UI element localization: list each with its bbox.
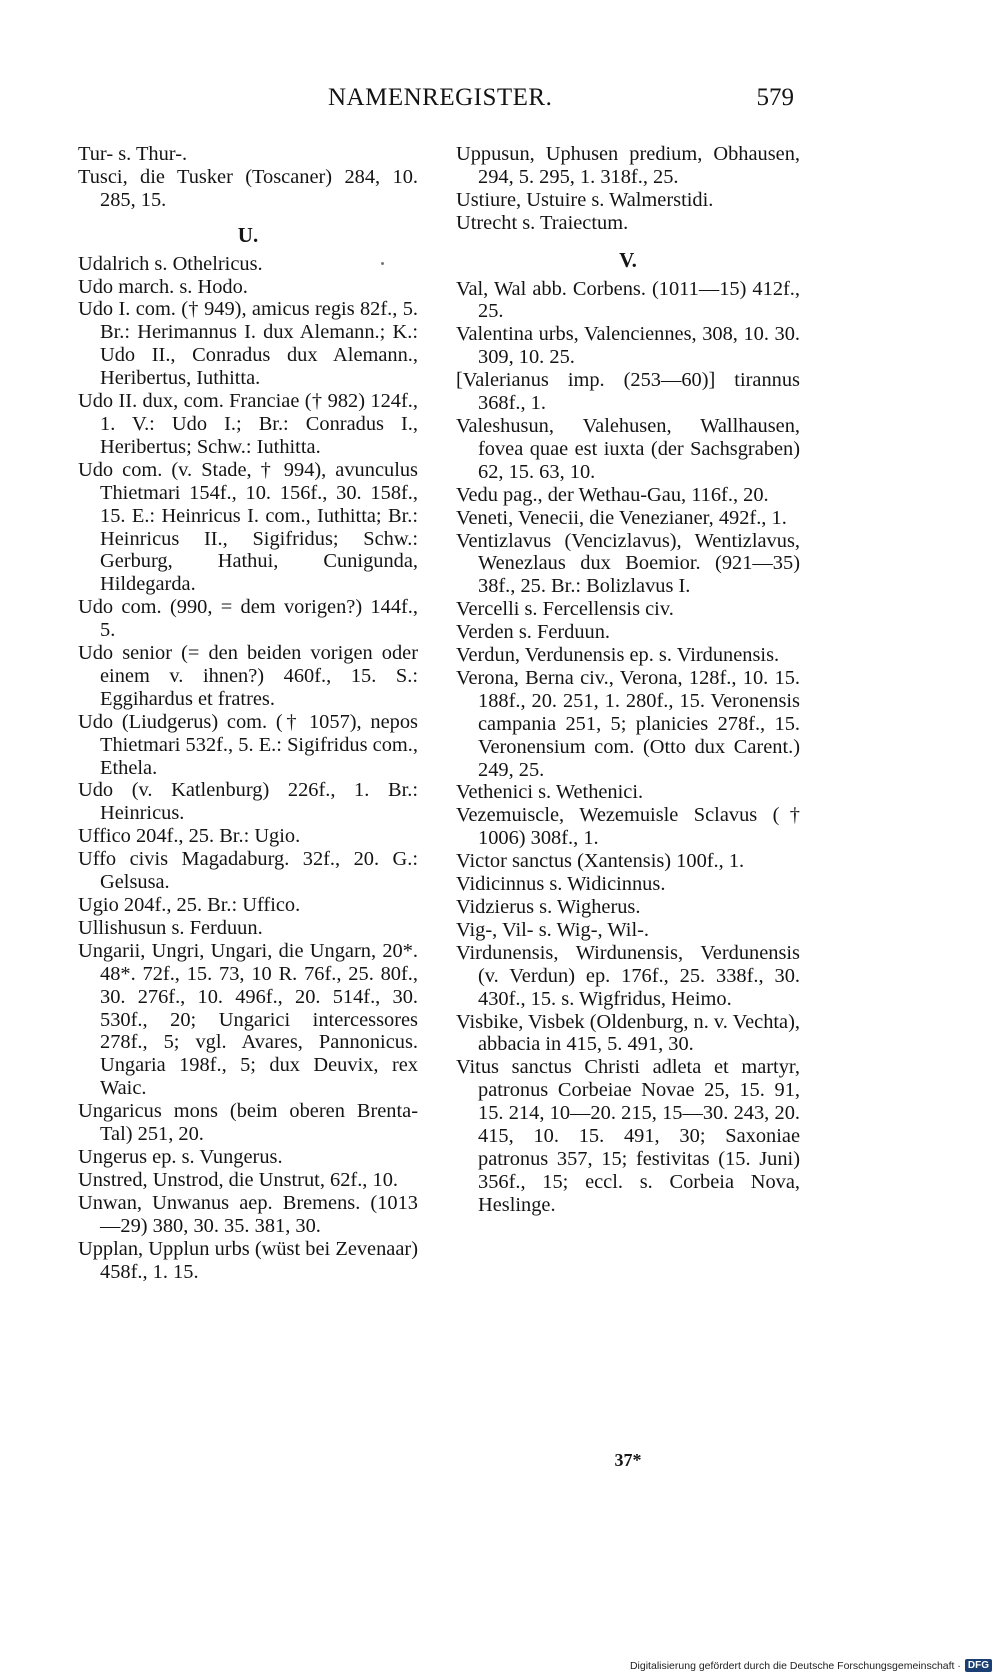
digitization-footer	[630, 1659, 992, 1672]
signature-mark: 37*	[614, 1450, 642, 1470]
page-header	[76, 84, 794, 118]
index-entry: Verona, Berna civ., Verona, 128f., 10. 15. 188f., 20. 251, 1. 280f., 15. Veronensis campania 251, 5; planicies 278f., 15. Veronensium com. (Otto dux Carent.) 249, 25.	[456, 666, 800, 781]
index-entry: Vidzierus s. Wigherus.	[456, 896, 641, 918]
index-entry: Upplan, Upplun urbs (wüst bei Zevenaar) 458f., 1. 15.	[78, 1237, 418, 1283]
running-title: NAMENREGISTER.	[328, 84, 553, 111]
index-entry: Veneti, Venecii, die Venezianer, 492f., 1.	[456, 506, 787, 529]
index-entry: Vercelli s. Fercellensis civ.	[456, 598, 674, 621]
index-entry: Ungerus ep. s. Vungerus.	[78, 1145, 283, 1168]
index-entry: Val, Wal abb. Corbens. (1011—15) 412f., 25.	[456, 277, 800, 323]
index-entry: [Valerianus imp. (253—60)] tirannus 368f., 1.	[456, 369, 800, 415]
section-heading: U.	[237, 222, 259, 247]
index-entry: Udalrich s. Othelricus.	[78, 252, 263, 275]
index-entry: Utrecht s. Traiectum.	[456, 211, 629, 234]
index-entry: Uffo civis Magadaburg. 32f., 20. G.: Gelsusa.	[78, 848, 418, 894]
left-column	[78, 143, 418, 1283]
index-entry: Virdunensis, Wirdunensis, Verdunensis (v. Verdun) ep. 176f., 25. 338f., 30. 430f., 15. s. Wigfridus, Heimo.	[456, 941, 800, 1010]
index-entry: Ustiure, Ustuire s. Walmerstidi.	[456, 188, 714, 211]
index-entry: Verdun, Verdunensis ep. s. Virdunensis.	[456, 644, 780, 667]
right-column	[456, 143, 800, 1217]
index-entry: Vidicinnus s. Widicinnus.	[456, 873, 666, 896]
index-entry: Vethenici s. Wethenici.	[456, 781, 644, 804]
index-entry: Ungarii, Ungri, Ungari, die Ungarn, 20*. 48*. 72f., 15. 73, 10 R. 76f., 25. 80f., 30. 276f., 10. 496f., 20. 514f., 30. 530f., 20; Ungarici intercessores 278f., 5; vgl. Avares, Pannonicus. Ungaria 198f., 5; dux Deuvix, rex Waic.	[78, 939, 418, 1100]
index-entry: Valeshusun, Valehusen, Wallhausen, fovea quae est iuxta (der Sachsgraben) 62, 15. 63, 10.	[456, 414, 800, 483]
index-entry: Verden s. Ferduun.	[456, 621, 611, 644]
index-entry: Udo (Liudgerus) com. († 1057), nepos Thietmari 532f., 5. E.: Sigifridus com., Ethela.	[78, 710, 418, 779]
page-number: 579	[756, 84, 794, 111]
index-entry: Udo com. (v. Stade, † 994), avunculus Thietmari 154f., 10. 156f., 30. 158f., 15. E.: Heinricus I. com., Iuthitta; Br.: Heinricus II., Sigifridus; Schw.: Gerburg, Hathui, Cunigunda, Hildegarda.	[78, 458, 418, 596]
index-entry: Ventizlavus (Vencizlavus), Wentizlavus, Wenezlaus dux Boemior. (921—35) 38f., 25. Br.: Bolizlavus I.	[456, 529, 800, 598]
index-entry: Ugio 204f., 25. Br.: Uffico.	[78, 894, 301, 916]
index-entry: Udo (v. Katlenburg) 226f., 1. Br.: Heinricus.	[78, 779, 418, 825]
index-entry: Vig-, Vil- s. Wig-, Wil-.	[456, 918, 650, 941]
index-entry: Udo senior (= den beiden vorigen oder einem v. ihnen?) 460f., 15. S.: Eggihardus et fratres.	[78, 642, 418, 710]
footer-text: Digitalisierung gefördert durch die Deutsche Forschungsgemeinschaft ·	[629, 1659, 961, 1672]
index-entry: Victor sanctus (Xantensis) 100f., 1.	[456, 850, 745, 873]
dfg-logo-icon: DFG	[965, 1659, 992, 1672]
index-entry: Visbike, Visbek (Oldenburg, n. v. Vechta), abbacia in 415, 5. 491, 30.	[456, 1010, 800, 1056]
index-entry: Udo II. dux, com. Franciae († 982) 124f., 1. V.: Udo I.; Br.: Conradus I., Heribertus; Schw.: Iuthitta.	[78, 390, 418, 458]
index-entry: Vedu pag., der Wethau-Gau, 116f., 20.	[456, 483, 769, 506]
index-entry: Ullishusun s. Ferduun.	[78, 916, 263, 939]
index-entry: Vitus sanctus Christi adleta et martyr, patronus Corbeiae Novae 25, 15. 91, 15. 214, 10—20. 215, 15—30. 243, 20. 415, 10. 15. 491, 30; Saxoniae patronus 357, 15; festivitas (15. Juni) 356f., 15; eccl. s. Corbeia Nova, Heslinge.	[456, 1056, 800, 1216]
index-entry: Tur- s. Thur-.	[78, 143, 188, 165]
index-entry: Uppusun, Uphusen predium, Obhausen, 294, 5. 295, 1. 318f., 25.	[456, 143, 800, 188]
index-entry: Valentina urbs, Valenciennes, 308, 10. 30. 309, 10. 25.	[456, 323, 800, 369]
index-entry: Udo march. s. Hodo.	[78, 275, 248, 298]
index-entry: Udo I. com. († 949), amicus regis 82f., 5. Br.: Herimannus I. dux Alemann.; K.: Udo II., Conradus dux Alemann., Heribertus, Iuthitta.	[78, 298, 418, 390]
index-entry: Tusci, die Tusker (Toscaner) 284, 10. 285, 15.	[78, 165, 418, 211]
index-entry: Udo com. (990, = dem vorigen?) 144f., 5.	[78, 596, 418, 642]
index-entry: Uffico 204f., 25. Br.: Ugio.	[78, 825, 301, 848]
index-entry: Ungaricus mons (beim oberen Brenta-Tal) 251, 20.	[78, 1100, 418, 1146]
section-heading: V.	[619, 247, 637, 272]
index-entry: Unwan, Unwanus aep. Bremens. (1013—29) 380, 30. 35. 381, 30.	[78, 1191, 418, 1237]
index-entry: Vezemuiscle, Wezemuisle Sclavus († 1006) 308f., 1.	[456, 804, 800, 850]
index-entry: Unstred, Unstrod, die Unstrut, 62f., 10.	[78, 1168, 398, 1191]
